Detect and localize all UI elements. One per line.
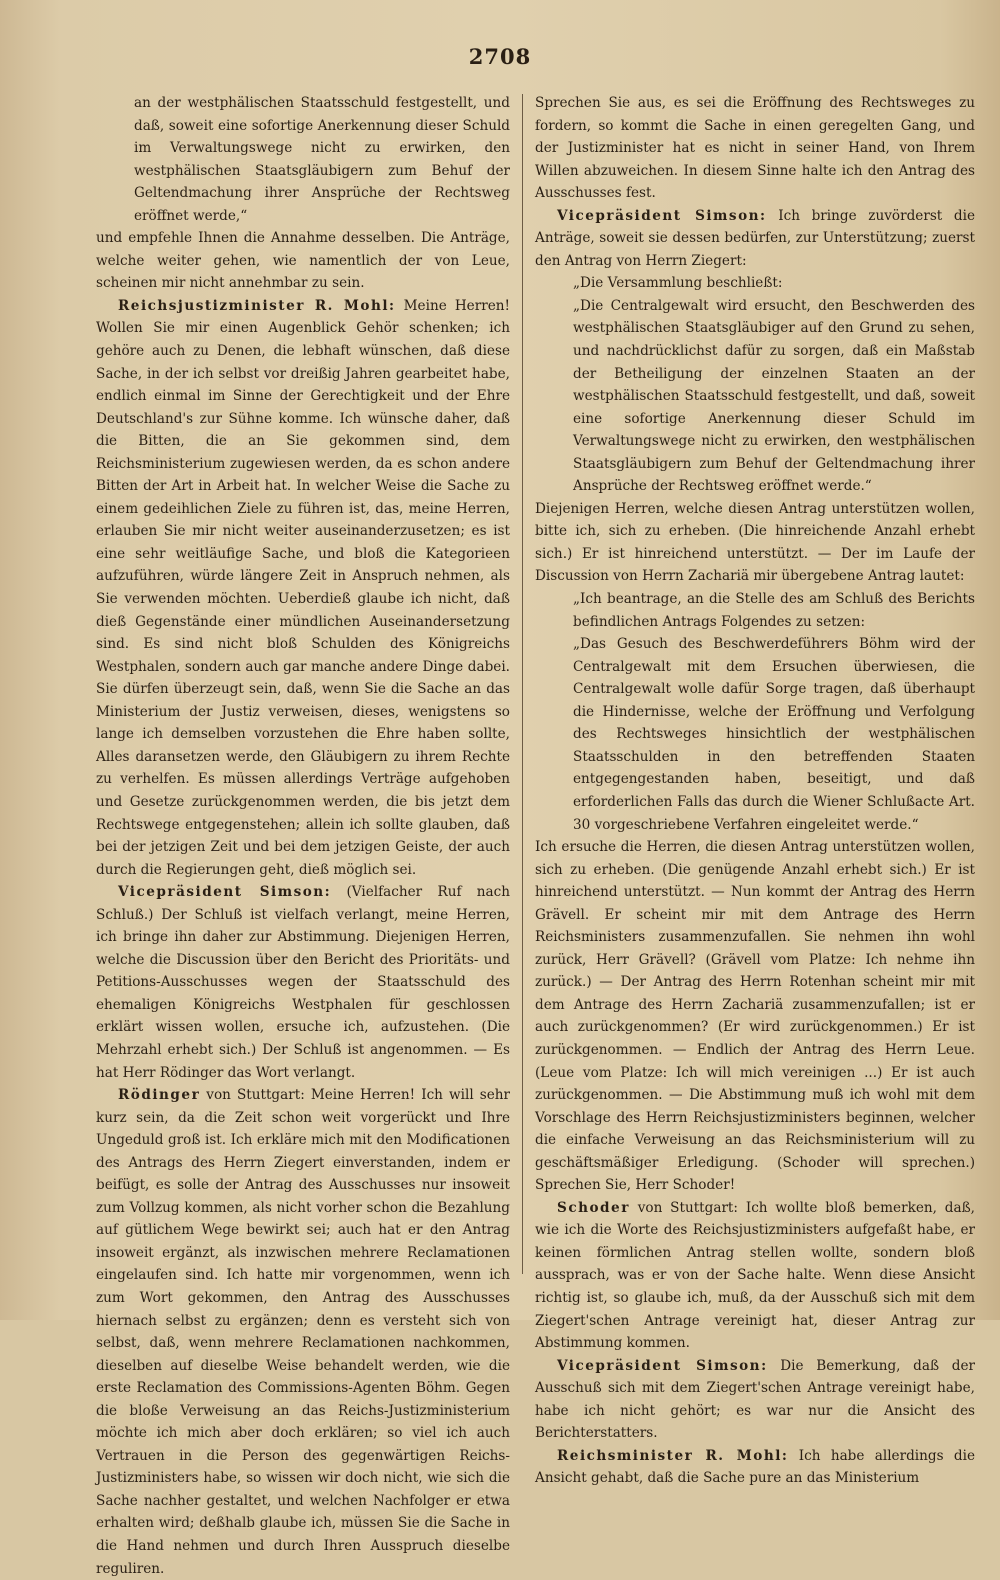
right-column	[535, 92, 975, 1490]
speech	[535, 1355, 975, 1445]
paragraph: Sprechen Sie aus, es sei die Eröffnung des Rechtsweges zu fordern, so kommt die Sache in einen geregelten Gang, und der Justizminister hat es nicht in seiner Hand, von Ihrem Willen abzuweichen. In diesem Sinne halte ich den Antrag des Ausschusses fest.	[535, 95, 975, 202]
speech-text: Ich habe allerdings die Ansicht gehabt, daß die Sache pure an das Ministerium	[535, 1447, 975, 1487]
speaker-name: Reichsminister R. Mohl:	[557, 1447, 789, 1464]
paragraph: und empfehle Ihnen die Annahme desselben. Die Anträge, welche weiter gehen, wie namentlich der von Leue, scheinen mir nicht annehmbar zu sein.	[96, 230, 510, 292]
speaker-name: Schoder	[557, 1199, 630, 1216]
quote-continuation: an der westphälischen Staatsschuld festgestellt, und daß, soweit eine sofortige Anerkennung dieser Schuld im Verwaltungswege nicht zu erwirken, den westphälischen Staatsgläubigern zum Behuf der Geltendmachung ihrer Ansprüche der Rechtsweg eröffnet werde,“	[134, 95, 510, 224]
motion-quote: „Die Centralgewalt wird ersucht, den Beschwerden des westphälischen Staatsgläubiger auf den Grund zu sehen, und nachdrücklichst dafür zu sorgen, daß ein Maßstab der Betheiligung der einzelnen Staaten an der westphälischen Staatsschuld festgestellt, und daß, soweit eine sofortige Anerkennung dieser Schuld im Verwaltungswege nicht zu erwirken, den westphälischen Staatsgläubigern zum Behuf der Geltendmachung ihrer Ansprüche der Rechtsweg eröffnet werde.“	[573, 297, 975, 495]
speaker-name: Rödinger	[118, 1087, 201, 1104]
speech	[96, 1084, 510, 1580]
speech-text: Ich bringe zuvörderst die Anträge, soweit sie dessen bedürfen, zur Unterstützung; zuerst den Antrag von Herrn Ziegert:	[535, 207, 976, 269]
motion-quote: „Ich beantrage, an die Stelle des am Schluß des Berichts befindlichen Antrags Folgendes zu setzen:	[573, 591, 975, 630]
left-column	[96, 92, 510, 1580]
speaker-name: Vicepräsident Simson:	[557, 1357, 768, 1374]
speaker-name: Vicepräsident Simson:	[557, 207, 767, 224]
page-number: 2708	[468, 44, 532, 69]
speech	[535, 205, 975, 273]
speech	[535, 1197, 975, 1355]
speaker-name: Vicepräsident Simson:	[118, 884, 332, 901]
speech-text: (Vielfacher Ruf nach Schluß.) Der Schluß ist vielfach verlangt, meine Herren, ich bringe ihn daher zur Abstimmung. Diejenigen Herren, welche die Discussion über den Bericht des Prioritäts- und Petitions-Ausschusses wegen der Staatsschuld des ehemaligen Königreichs Westphalen für geschlossen erklärt wissen wollen, ersuche ich, aufzustehen. (Die Mehrzahl erhebt sich.) Der Schluß ist angenommen. — Es hat Herr Rödinger das Wort verlangt.	[96, 884, 510, 1081]
speech-text: Meine Herren! Wollen Sie mir einen Augenblick Gehör schenken; ich gehöre auch zu Denen, die lebhaft wünschen, daß diese Sache, in der ich selbst vor dreißig Jahren gearbeitet habe, endlich einmal im Sinne der Gerechtigkeit und der Ehre Deutschland's zur Sühne komme. Ich wünsche daher, daß die Bitten, die an Sie gekommen sind, dem Reichsministerium zugewiesen werden, da es schon andere Bitten der Art in Arbeit hat. In welcher Weise die Sache zu einem gedeihlichen Ziele zu führen ist, das, meine Herren, erlauben Sie mir nicht weiter auseinanderzusetzen; es ist eine sehr weitläufige Sache, und bloß die Kategorieen aufzuführen, würde längere Zeit in Anspruch nehmen, als Sie verwenden möchten. Ueberdieß glaube ich nicht, daß dieß Gegenstände einer mündlichen Auseinandersetzung sind. Es sind nicht bloß Schulden des Königreichs Westphalen, sondern auch gar manche andere Dinge dabei. Sie dürfen überzeugt sein, daß, wenn Sie die Sache an das Ministerium der Justiz verweisen, dieses, wenigstens so lange ich demselben vorzustehen die Ehre haben sollte, Alles daransetzen werde, den Gläubigern zu ihrem Rechte zu verhelfen. Es müssen allerdings Verträge aufgehoben und Gesetze zurückgenommen werden, die bis jetzt dem Rechtswege entgegenstehen; allein ich sollte glauben, daß bei der jetzigen Zeit und bei dem jetzigen Geiste, der auch durch die Regierungen geht, dieß möglich sei.	[96, 297, 510, 878]
speech	[96, 295, 510, 881]
speech	[96, 881, 510, 1084]
paragraph: Diejenigen Herren, welche diesen Antrag unterstützen wollen, bitte ich, sich zu erheben. (Die hinreichende Anzahl erhebt sich.) Er ist hinreichend unterstützt. — Der im Laufe der Discussion von Herrn Zachariä mir übergebene Antrag lautet:	[535, 500, 975, 585]
speech-text: von Stuttgart: Ich wollte bloß bemerken, daß, wie ich die Worte des Reichsjustizministers aufgefaßt habe, er keinen förmlichen Antrag stellen wollte, sondern bloß aussprach, was er von der Sache halte. Wenn diese Ansicht richtig ist, so glaube ich, muß, da der Ausschuß sich mit dem Ziegert'schen Antrage vereinigt hat, dieser Antrag zur Abstimmung kommen.	[535, 1199, 975, 1352]
motion-quote: „Das Gesuch des Beschwerdeführers Böhm wird der Centralgewalt mit dem Ersuchen überwiesen, die Centralgewalt wolle dafür Sorge tragen, daß überhaupt die Hindernisse, welche der Eröffnung und Verfolgung des Rechtsweges hinsichtlich der westphälischen Staatsschulden in den betreffenden Staaten entgegengestanden haben, beseitigt, und daß erforderlichen Falls das durch die Wiener Schlußacte Art. 30 vorgeschriebene Verfahren eingeleitet werde.“	[573, 636, 975, 833]
paragraph: Ich ersuche die Herren, die diesen Antrag unterstützen wollen, sich zu erheben. (Die genügende Anzahl erhebt sich.) Er ist hinreichend unterstützt. — Nun kommt der Antrag des Herrn Grävell. Er scheint mir mit dem Antrage des Herrn Reichsministers zusammenzufallen. Sie nehmen ihn wohl zurück, Herr Grävell? (Grävell vom Platze: Ich nehme ihn zurück.) — Der Antrag des Herrn Rotenhan scheint mir mit dem Antrage des Herrn Zachariä zusammenzufallen; ist er auch zurückgenommen? (Er wird zurückgenommen.) Er ist zurückgenommen. — Endlich der Antrag des Herrn Leue. (Leue vom Platze: Ich will mich vereinigen ...) Er ist auch zurückgenommen. — Die Abstimmung muß ich wohl mit dem Vorschlage des Herrn Reichsjustizministers beginnen, welcher die einfache Verweisung an das Reichsministerium will zu geschäftsmäßiger Erledigung. (Schoder will sprechen.) Sprechen Sie, Herr Schoder!	[535, 839, 975, 1194]
speech-text: von Stuttgart: Meine Herren! Ich will sehr kurz sein, da die Zeit schon weit vorgerückt und Ihre Ungeduld groß ist. Ich erkläre mich mit den Modificationen des Antrags des Herrn Ziegert einverstanden, indem er beifügt, es solle der Antrag des Ausschusses nur insoweit zum Vollzug kommen, als nicht vorher schon die Bezahlung auf gütlichem Wege bewirkt sei; auch hat er den Antrag insoweit ergänzt, als inzwischen mehrere Reclamationen eingelaufen sind. Ich hatte mir vorgenommen, wenn ich zum Wort gekommen, den Antrag des Ausschusses hiernach selbst zu ergänzen; denn es versteht sich von selbst, daß, wenn mehrere Reclamationen nachkommen, dieselben auf dieselbe Weise behandelt werden, wie die erste Reclamation des Commissions-Agenten Böhm. Gegen die bloße Verweisung an das Reichs-Justizministerium möchte ich mich aber doch erklären; so viel ich auch Vertrauen in die Person des gegenwärtigen Reichs-Justizministers habe, so wissen wir doch nicht, wie sich die Sache nachher gestaltet, und welchen Nachfolger er etwa erhalten wird; deßhalb glaube ich, müssen Sie die Sache in die Hand nehmen und durch Ihren Ausspruch dieselbe reguliren.	[96, 1087, 510, 1577]
speech-text: Die Bemerkung, daß der Ausschuß sich mit dem Ziegert'schen Antrage vereinigt habe, habe ich nicht gehört; es war nur die Ansicht des Berichterstatters.	[535, 1357, 975, 1442]
motion-quote: „Die Versammlung beschließt:	[573, 275, 783, 292]
speaker-name: Reichsjustizminister R. Mohl:	[118, 297, 396, 314]
column-divider	[522, 94, 523, 1274]
speech	[535, 1445, 975, 1490]
